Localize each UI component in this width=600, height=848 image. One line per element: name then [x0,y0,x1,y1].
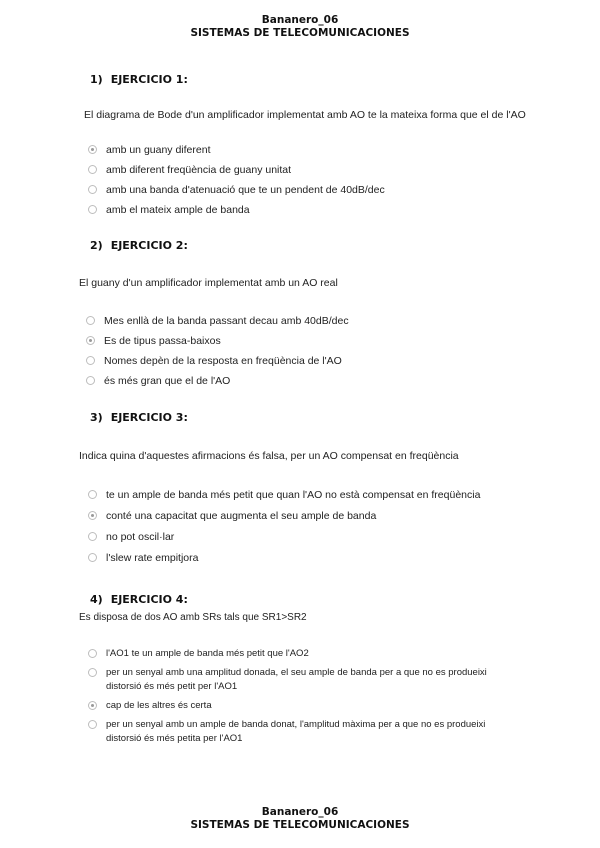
page-header [0,14,600,40]
option-3a[interactable]: te un ample de banda més petit que quan l'AO no està compensat en freqüència [88,488,480,503]
radio-icon[interactable] [86,356,95,365]
option-2a[interactable]: Mes enllà de la banda passant decau amb 40dB/dec [86,314,349,329]
radio-icon[interactable] [88,185,97,194]
header-subtitle: SISTEMAS DE TELECOMUNICACIONES [190,27,410,39]
exercise-4-options [88,647,487,746]
option-3d[interactable]: l'slew rate empitjora [88,551,480,566]
option-1a[interactable]: amb un guany diferent [88,143,385,158]
exercise-2-title: 2) EJERCICIO 2: [90,239,188,252]
option-2c[interactable]: Nomes depèn de la resposta en freqüència de l'AO [86,354,349,369]
exercise-3-question: Indica quina d'aquestes afirmacions és falsa, per un AO compensat en freqüència [79,450,459,462]
radio-icon[interactable] [88,490,97,499]
radio-icon[interactable] [88,649,97,658]
option-2b[interactable]: Es de tipus passa-baixos [86,334,349,349]
option-2d[interactable]: és més gran que el de l'AO [86,374,349,389]
option-4a[interactable]: l'AO1 te un ample de banda més petit que l'AO2 [88,647,487,661]
radio-selected-icon[interactable] [88,701,97,710]
footer-subtitle: SISTEMAS DE TELECOMUNICACIONES [190,819,410,831]
option-1d[interactable]: amb el mateix ample de banda [88,203,385,218]
exercise-3-options [88,488,480,566]
option-4b[interactable]: per un senyal amb una amplitud donada, el seu ample de banda per a que no es produeixi distorsió és més petit per l'AO1 [88,666,487,694]
exercise-2-question: El guany d'un amplificador implementat amb un AO real [79,277,338,289]
option-3b[interactable]: conté una capacitat que augmenta el seu ample de banda [88,509,480,524]
exercise-1-title: 1) EJERCICIO 1: [90,73,188,86]
option-1c[interactable]: amb una banda d'atenuació que te un pendent de 40dB/dec [88,183,385,198]
option-1b[interactable]: amb diferent freqüència de guany unitat [88,163,385,178]
radio-icon[interactable] [88,205,97,214]
radio-icon[interactable] [88,165,97,174]
radio-selected-icon[interactable] [88,145,97,154]
radio-selected-icon[interactable] [86,336,95,345]
page-footer [0,806,600,832]
radio-icon[interactable] [88,668,97,677]
header-title: Bananero_06 [261,14,339,26]
radio-selected-icon[interactable] [88,511,97,520]
footer-title: Bananero_06 [261,806,339,818]
option-4c[interactable]: cap de les altres és certa [88,699,487,713]
option-4d[interactable]: per un senyal amb un ample de banda donat, l'amplitud màxima per a que no es produeixi distorsió és més petita per l'AO1 [88,718,487,746]
option-3c[interactable]: no pot oscil·lar [88,530,480,545]
exercise-4-title: 4) EJERCICIO 4: [90,593,188,606]
exercise-1-question: El diagrama de Bode d'un amplificador implementat amb AO te la mateixa forma que el de l'AO [84,109,526,121]
exercise-2-options [86,314,349,389]
radio-icon[interactable] [88,532,97,541]
exercise-3-title: 3) EJERCICIO 3: [90,411,188,424]
radio-icon[interactable] [88,720,97,729]
radio-icon[interactable] [86,376,95,385]
radio-icon[interactable] [88,553,97,562]
exercise-1-options [88,143,385,218]
exercise-4-question: Es disposa de dos AO amb SRs tals que SR1>SR2 [79,612,307,623]
radio-icon[interactable] [86,316,95,325]
